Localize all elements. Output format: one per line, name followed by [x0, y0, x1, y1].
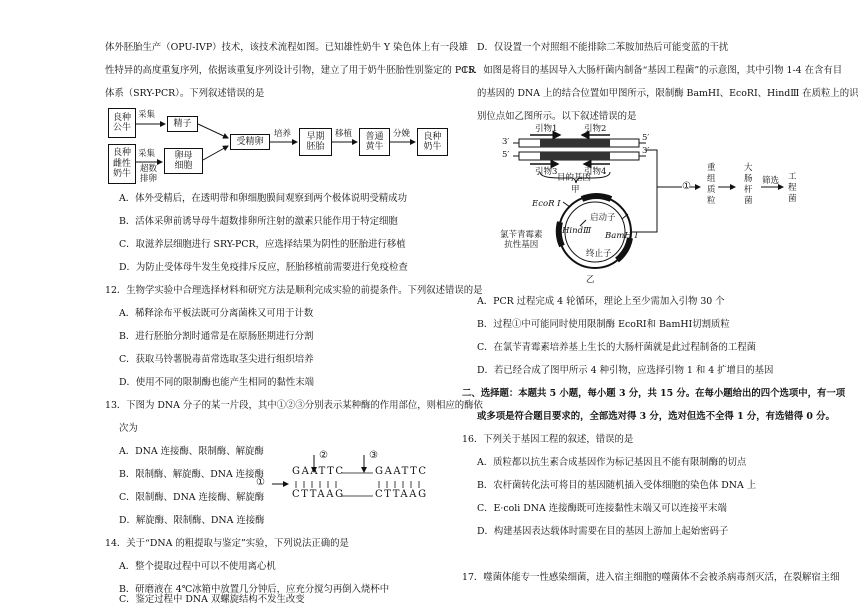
q15-option-d: D．若已经合成了图甲所示 4 种引物，应选择引物 1 和 4 扩增目的基因: [477, 365, 774, 376]
q11-intro-line-3: 体系（SRY-PCR）。下列叙述错误的是: [105, 88, 265, 99]
q11-option-c: C．取滋养层细胞进行 SRY-PCR，应选择结果为阴性的胚胎进行移植: [119, 239, 406, 250]
q14-option-b: B．研磨液在 4℃冰箱中放置几分钟后，应充分搅匀再倒入烧杯中: [119, 584, 390, 595]
label-primer-2: 引物2: [584, 124, 607, 134]
q12-option-b: B．进行胚胎分割时通常是在原肠胚期进行分割: [119, 331, 314, 342]
label-fig-yi: 乙: [586, 275, 595, 285]
label-ampicillin-resistance: 氯苄青霉素 抗性基因: [500, 230, 543, 250]
q13-option-c: C．限制酶、DNA 连接酶、解旋酶: [119, 492, 265, 503]
q15-option-c: C．在氯苄青霉素培养基上生长的大肠杆菌就是此过程制备的工程菌: [477, 342, 757, 353]
ecori-tick: [563, 202, 570, 207]
q15-stem-line-3: 别位点如乙图所示。以下叙述错误的是: [477, 111, 637, 122]
q12-stem: 12．生物学实验中合理选择材料和研究方法是顺利完成实验的前提条件。下列叙述错误的是: [105, 285, 483, 296]
q16-option-a: A．质粒都以抗生素合成基因作为标记基因且不能有限制酶的切点: [477, 457, 747, 468]
section-2-line-1: 二、选择题：本题共 5 小题，每小题 3 分，共 15 分。在每小题给出的四个选项中，有一项: [462, 388, 846, 399]
q11-option-d: D．为防止受体母牛发生免疫排斥反应，胚胎移植前需要进行免疫检查: [119, 262, 408, 273]
dna-bottom-strand-2: CTTAAG: [375, 489, 428, 500]
dna-bottom-strand-1: CTTAAG: [292, 489, 345, 500]
q15-stem-line-1: 15．如图是将目的基因导入大肠杆菌内制备“基因工程菌”的示意图，其中引物 1-4 在含有目: [462, 65, 843, 76]
q12-option-a: A．稀释涂布平板法既可分离菌株又可用于计数: [119, 308, 314, 319]
label-fig-jia: 甲: [571, 185, 580, 195]
q14-option-a: A．整个提取过程中可以不使用离心机: [119, 561, 276, 572]
box-elite-calf: 良种 奶牛: [417, 128, 448, 156]
label-birth: 分娩: [393, 129, 411, 139]
target-gene-top: [540, 139, 610, 147]
label-ecori: EcoR Ⅰ: [532, 199, 561, 209]
q14-option-d: D．仅设置一个对照组不能排除二苯胺加热后可能变蓝的干扰: [477, 42, 729, 53]
connector-plasmid: [631, 187, 657, 232]
q17-stem: 17．噬菌体能专一性感染细菌，进入宿主细胞的噬菌体不会被杀病毒剂灭活，在裂解宿主细: [462, 572, 840, 583]
q16-option-c: C．E·coli DNA 连接酶既可连接黏性末端又可以连接平末端: [477, 503, 727, 514]
q16-option-d: D．构建基因表达载体时需要在目的基因上游加上起始密码子: [477, 526, 729, 537]
q15-stem-line-2: 的基因的 DNA 上的结合位置如甲图所示，限制酶 BamHⅠ、EcoRⅠ、HindⅢ 在质粒上的识: [477, 88, 859, 99]
label-primer-4: 引物4: [584, 167, 607, 177]
box-elite-cow: 良种 雌性 奶牛: [108, 144, 136, 184]
q11-intro-line-2: 性特异的高度重复序列，依据该重复序列设计引物，建立了用于奶牛胚胎性别鉴定的 PCR: [105, 65, 476, 76]
marker-site-1: ①: [256, 477, 265, 488]
q13-option-d: D．解旋酶、限制酶、DNA 连接酶: [119, 515, 265, 526]
q11-option-b: B．活体采卵前诱导母牛超数排卵所注射的激素只能作用于特定细胞: [119, 216, 398, 227]
label-collect-1: 采集: [138, 110, 156, 120]
q12-option-c: C．获取马铃薯脱毒苗常选取茎尖进行组织培养: [119, 354, 314, 365]
label-culture: 培养: [274, 129, 292, 139]
dna-top-strand-2: GAATTC: [375, 466, 428, 477]
label-step-1: ①: [682, 181, 691, 192]
q15-option-b: B．过程①中可能同时使用限制酶 EcoRⅠ和 BamHⅠ切割质粒: [477, 319, 730, 330]
end-label-bottom-right: 3′: [642, 146, 650, 156]
target-gene-bottom: [540, 152, 610, 160]
end-label-top-left: 3′: [502, 137, 510, 147]
box-early-embryo: 早期 胚胎: [299, 128, 332, 156]
gene-figure-graphics: [0, 0, 860, 300]
label-bamhi: BamH Ⅰ: [605, 231, 638, 241]
label-target-gene: 目的基因: [557, 173, 592, 183]
q15-option-a: A．PCR 过程完成 4 轮循环，理论上至少需加入引物 30 个: [477, 296, 725, 307]
q11-intro-line-1: 体外胚胎生产（OPU-IVP）技术，该技术流程如图。已知雄性奶牛 Y 染色体上有一段雄: [105, 42, 469, 53]
label-ecoli: 大 肠 杆 菌: [744, 163, 753, 206]
end-label-bottom-left: 5′: [502, 150, 510, 160]
box-recipient-cattle: 普通 黄牛: [359, 128, 390, 156]
dna-top-strand-1: GAATTC: [292, 466, 345, 477]
section-2-line-2: 或多项是符合题目要求的，全部选对得 3 分，选对但选不全得 1 分，有选错得 0 分。: [477, 411, 835, 422]
q14-option-c: C．鉴定过程中 DNA 双螺旋结构不发生改变: [119, 594, 305, 605]
q11-option-a: A．体外受精后，在透明带和卵细胞膜间观察到两个极体说明受精成功: [119, 193, 408, 204]
marker-site-3: ③: [369, 450, 378, 461]
box-elite-bull: 良种 公牛: [108, 108, 136, 138]
box-oocyte: 卵母 细胞: [164, 148, 203, 174]
label-recombinant-plasmid: 重 组 质 粒: [707, 163, 716, 206]
label-collect-2: 采集: [138, 149, 156, 159]
q13-option-b: B．限制酶、解旋酶、DNA 连接酶: [119, 469, 264, 480]
q14-stem: 14．关于“DNA 的粗提取与鉴定”实验，下列说法正确的是: [105, 538, 349, 549]
label-transfer: 移植: [335, 129, 353, 139]
q12-option-d: D．使用不同的限制酶也能产生相同的黏性末端: [119, 377, 315, 388]
label-engineered-bacteria: 工 程 菌: [788, 172, 797, 204]
label-screening: 筛选: [762, 176, 780, 186]
label-terminator: 终止子: [586, 249, 612, 259]
label-superovulation: 超数 排卵: [140, 164, 158, 184]
q16-stem: 16．下列关于基因工程的叙述，错误的是: [462, 434, 634, 445]
q16-option-b: B．农杆菌转化法可将目的基因随机插入受体细胞的染色体 DNA 上: [477, 480, 757, 491]
end-label-top-right: 5′: [642, 133, 650, 143]
label-hindiii: HindⅢ: [562, 226, 592, 236]
marker-site-2: ②: [319, 450, 328, 461]
label-promoter: 启动子: [590, 213, 616, 223]
box-zygote: 受精卵: [230, 134, 270, 150]
promoter-segment: [582, 196, 611, 199]
q13-option-a: A．DNA 连接酶、限制酶、解旋酶: [119, 446, 264, 457]
label-primer-3: 引物3: [535, 167, 558, 177]
q13-stem-line-1: 13．下图为 DNA 分子的某一片段，其中①②③分别表示某种酶的作用部位，则相应的酶依: [105, 400, 483, 411]
box-sperm: 精子: [167, 116, 198, 132]
q13-stem-line-2: 次为: [119, 423, 138, 434]
label-primer-1: 引物1: [535, 124, 558, 134]
